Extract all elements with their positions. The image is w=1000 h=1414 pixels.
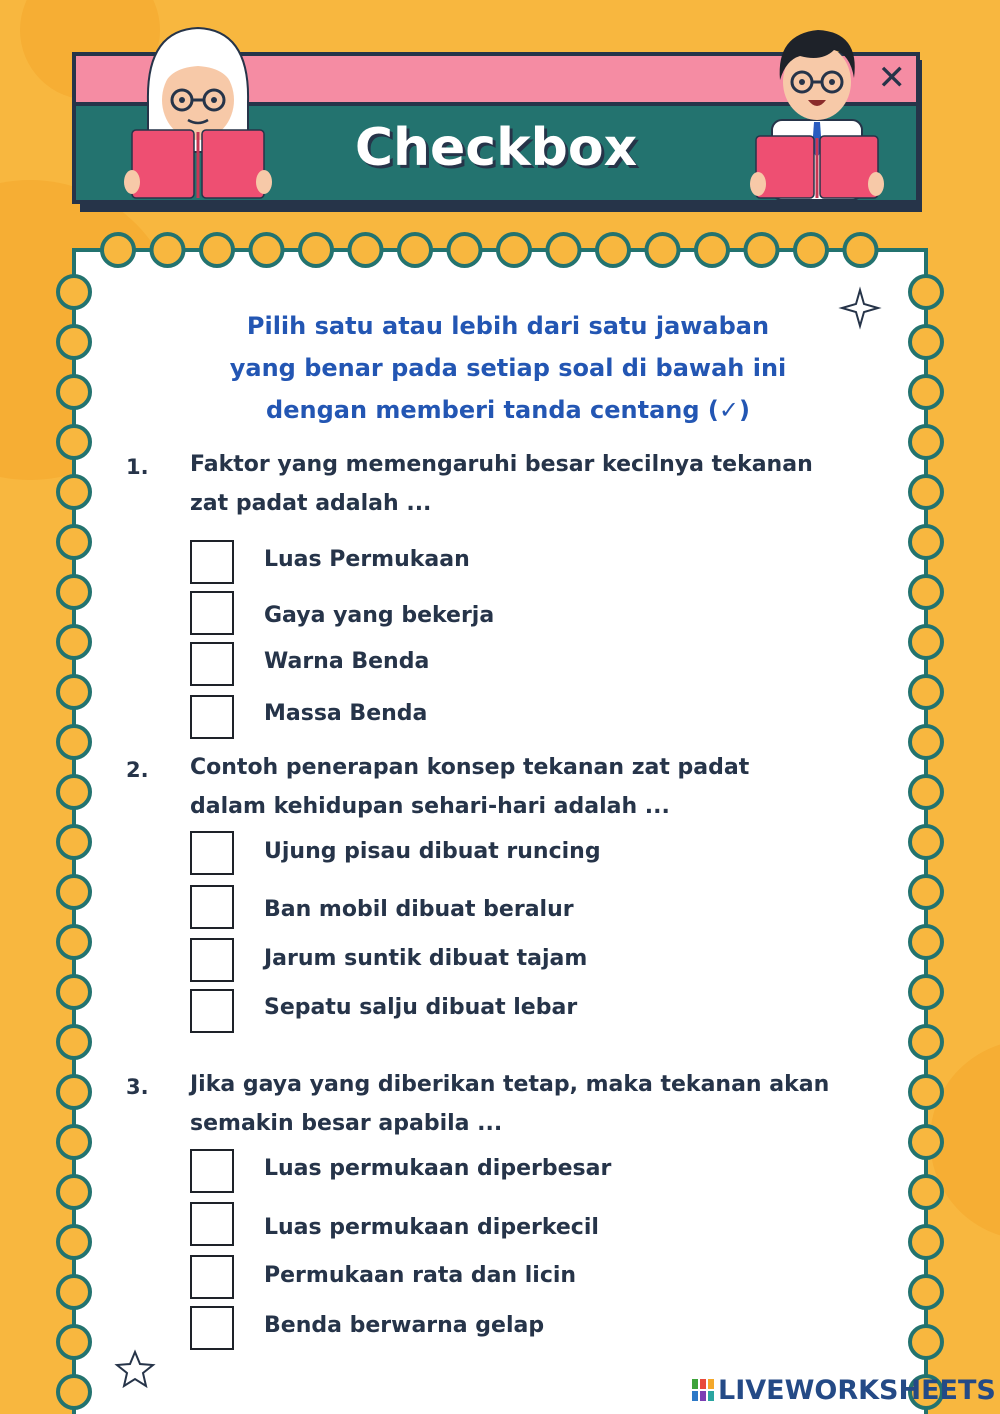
scallop-edge xyxy=(152,234,184,266)
scallop-edge xyxy=(910,726,942,758)
scallop-edge xyxy=(102,234,134,266)
option-label: Massa Benda xyxy=(264,701,428,726)
scallop-edge xyxy=(300,234,332,266)
scallop-edge xyxy=(910,1026,942,1058)
scallop-edge xyxy=(910,926,942,958)
scallop-edge xyxy=(201,234,233,266)
scallop-edge xyxy=(58,1276,90,1308)
scallop-edge xyxy=(910,676,942,708)
scallop-edge xyxy=(910,376,942,408)
scallop-edge xyxy=(845,234,877,266)
scallop-edge xyxy=(350,234,382,266)
scallop-edge xyxy=(58,1076,90,1108)
scallop-edge xyxy=(58,326,90,358)
answer-checkbox[interactable] xyxy=(190,989,234,1033)
option-label: Ban mobil dibuat beralur xyxy=(264,897,574,922)
question-number: 1. xyxy=(126,455,149,479)
instruction-line: Pilih satu atau lebih dari satu jawaban xyxy=(246,312,770,340)
question-line: Contoh penerapan konsep tekanan zat padat xyxy=(190,755,750,780)
scallop-edge xyxy=(910,1176,942,1208)
answer-checkbox[interactable] xyxy=(190,591,234,635)
option-label: Warna Benda xyxy=(264,649,430,674)
question-text xyxy=(190,748,890,826)
scallop-edge xyxy=(58,426,90,458)
question-line: Jika gaya yang diberikan tetap, maka tekanan akan xyxy=(190,1072,830,1097)
scallop-edge xyxy=(58,826,90,858)
scallop-edge xyxy=(449,234,481,266)
scallop-edge xyxy=(58,776,90,808)
answer-checkbox[interactable] xyxy=(190,885,234,929)
scallop-edge xyxy=(910,426,942,458)
question-line: dalam kehidupan sehari-hari adalah ... xyxy=(190,794,670,819)
scallop-edge xyxy=(910,1326,942,1358)
answer-checkbox[interactable] xyxy=(190,695,234,739)
scallop-edge xyxy=(910,1226,942,1258)
logo-mark-icon xyxy=(692,1379,714,1401)
scallop-edge xyxy=(548,234,580,266)
liveworksheets-logo[interactable] xyxy=(692,1372,996,1408)
close-icon[interactable]: ✕ xyxy=(877,58,906,98)
scallop-edge xyxy=(251,234,283,266)
instruction-line: yang benar pada setiap soal di bawah ini xyxy=(229,354,787,382)
scallop-edge xyxy=(910,326,942,358)
option-label: Sepatu salju dibuat lebar xyxy=(264,995,578,1020)
scallop-edge xyxy=(910,826,942,858)
question-number: 3. xyxy=(126,1075,149,1099)
scallop-edge xyxy=(910,776,942,808)
scallop-edge xyxy=(58,476,90,508)
scallop-edge xyxy=(58,1376,90,1408)
scallop-edge xyxy=(910,626,942,658)
instruction-text xyxy=(150,305,866,431)
option-label: Jarum suntik dibuat tajam xyxy=(264,946,588,971)
scallop-edge xyxy=(910,476,942,508)
scallop-edge xyxy=(647,234,679,266)
scallop-edge xyxy=(58,1176,90,1208)
scallop-edge xyxy=(910,276,942,308)
question-text xyxy=(190,1065,890,1143)
answer-checkbox[interactable] xyxy=(190,1149,234,1193)
scallop-edge xyxy=(746,234,778,266)
scallop-edge xyxy=(58,276,90,308)
scallop-edge xyxy=(910,1276,942,1308)
scallop-edge xyxy=(498,234,530,266)
question-number: 2. xyxy=(126,758,149,782)
scallop-edge xyxy=(58,976,90,1008)
option-label: Luas permukaan diperkecil xyxy=(264,1215,599,1240)
answer-checkbox[interactable] xyxy=(190,831,234,875)
scallop-edge xyxy=(399,234,431,266)
answer-checkbox[interactable] xyxy=(190,540,234,584)
scallop-edge xyxy=(58,1226,90,1258)
scallop-edge xyxy=(58,526,90,558)
question-line: Faktor yang memengaruhi besar kecilnya tekanan xyxy=(190,452,813,477)
scallop-edge xyxy=(58,1026,90,1058)
scallop-edge xyxy=(795,234,827,266)
option-label: Gaya yang bekerja xyxy=(264,603,495,628)
scallop-edge xyxy=(910,976,942,1008)
scallop-edge xyxy=(910,1126,942,1158)
logo-text: LIVEWORKSHEETS xyxy=(718,1374,996,1406)
option-label: Ujung pisau dibuat runcing xyxy=(264,839,601,864)
option-label: Permukaan rata dan licin xyxy=(264,1263,577,1288)
answer-checkbox[interactable] xyxy=(190,1306,234,1350)
scallop-edge xyxy=(58,726,90,758)
scallop-edge xyxy=(58,676,90,708)
answer-checkbox[interactable] xyxy=(190,938,234,982)
scallop-edge xyxy=(597,234,629,266)
scallop-edge xyxy=(58,876,90,908)
question-line: zat padat adalah ... xyxy=(190,491,432,516)
scallop-edge xyxy=(58,376,90,408)
scallop-edge xyxy=(910,576,942,608)
option-label: Luas Permukaan xyxy=(264,547,470,572)
answer-checkbox[interactable] xyxy=(190,1255,234,1299)
answer-checkbox[interactable] xyxy=(190,642,234,686)
page-title: Checkbox xyxy=(354,118,638,178)
question-line: semakin besar apabila ... xyxy=(190,1111,503,1136)
instruction-line: dengan memberi tanda centang (✓) xyxy=(266,396,750,424)
scallop-edge xyxy=(910,526,942,558)
scallop-edge xyxy=(58,626,90,658)
scallop-edge xyxy=(696,234,728,266)
scallop-edge xyxy=(58,1126,90,1158)
question-text xyxy=(190,445,890,523)
scallop-edge xyxy=(58,576,90,608)
answer-checkbox[interactable] xyxy=(190,1202,234,1246)
option-label: Benda berwarna gelap xyxy=(264,1313,545,1338)
scallop-edge xyxy=(58,1326,90,1358)
scallop-edge xyxy=(910,1076,942,1108)
scallop-edge xyxy=(910,876,942,908)
option-label: Luas permukaan diperbesar xyxy=(264,1156,612,1181)
scallop-edge xyxy=(58,926,90,958)
